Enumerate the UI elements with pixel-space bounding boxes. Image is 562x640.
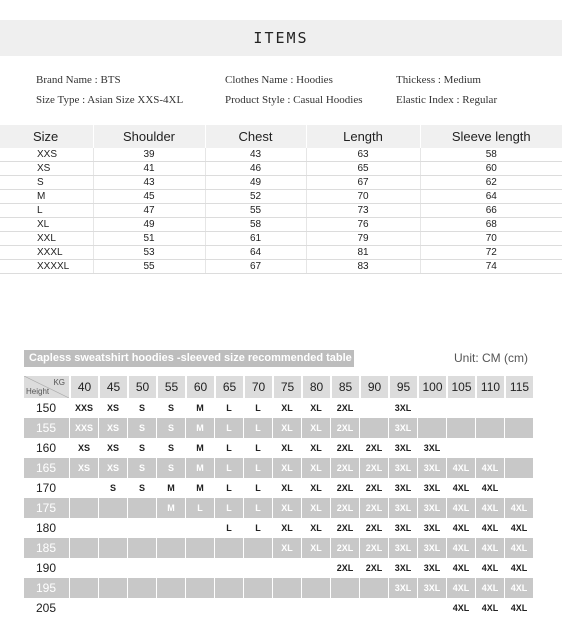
size-table-header xyxy=(0,125,562,148)
recommended-size-cell: 3XL xyxy=(388,438,417,458)
recommended-size-cell xyxy=(69,498,98,518)
height-cell: 205 xyxy=(36,601,57,615)
recommended-size-cell xyxy=(504,438,533,458)
recommended-size-cell xyxy=(156,518,185,538)
recommended-size-cell: M xyxy=(185,438,214,458)
recommended-size-cell: 3XL xyxy=(388,558,417,578)
product-style: Product Style : Casual Hoodies xyxy=(225,94,363,106)
recommended-size-cell: 2XL xyxy=(330,478,359,498)
header-size: Size xyxy=(0,125,93,148)
recommended-size-cell xyxy=(98,538,127,558)
recommended-size-cell xyxy=(330,578,359,598)
recommended-size-cell: XL xyxy=(301,478,330,498)
recommended-size-cell xyxy=(504,398,533,418)
recommended-size-cell: L xyxy=(243,518,272,538)
height-row xyxy=(24,498,533,518)
size-measurement-table xyxy=(0,125,562,274)
weight-header-cell: 75 xyxy=(272,376,301,398)
recommended-size-cell: 4XL xyxy=(475,518,504,538)
recommended-size-cell xyxy=(98,518,127,538)
recommended-size-cell xyxy=(98,578,127,598)
height-row xyxy=(24,538,533,558)
recommended-size-cell: 3XL xyxy=(388,518,417,538)
recommended-size-cell: 2XL xyxy=(330,458,359,478)
recommended-size-cell: L xyxy=(214,518,243,538)
recommended-size-cell xyxy=(69,538,98,558)
recommended-size-cell xyxy=(98,558,127,578)
size-label-cell: XXXL xyxy=(0,246,93,260)
size-label-cell: L xyxy=(0,204,93,218)
unit-label: Unit: CM (cm) xyxy=(454,351,528,365)
recommended-size-cell: 2XL xyxy=(359,498,388,518)
recommended-size-cell xyxy=(127,498,156,518)
recommended-size-cell: S xyxy=(127,418,156,438)
recommended-size-cell xyxy=(127,598,156,618)
recommended-size-cell xyxy=(301,598,330,618)
recommended-size-cell xyxy=(243,538,272,558)
measurement-cell: 46 xyxy=(205,162,306,176)
recommended-size-cell xyxy=(98,598,127,618)
measurement-cell: 53 xyxy=(93,246,205,260)
recommended-size-cell xyxy=(156,538,185,558)
recommended-size-cell xyxy=(185,578,214,598)
size-row xyxy=(0,190,562,204)
recommended-size-cell: S xyxy=(156,438,185,458)
recommended-size-cell: 2XL xyxy=(359,458,388,478)
height-cell: 170 xyxy=(36,481,57,495)
recommended-size-cell: XS xyxy=(98,438,127,458)
measurement-cell: 70 xyxy=(420,232,562,246)
recommended-size-cell xyxy=(272,558,301,578)
recommended-size-cell xyxy=(330,598,359,618)
recommended-size-cell xyxy=(359,398,388,418)
measurement-cell: 61 xyxy=(205,232,306,246)
height-row xyxy=(24,398,533,418)
measurement-cell: 83 xyxy=(306,260,420,274)
recommended-size-cell: 3XL xyxy=(388,398,417,418)
weight-header-cell: 80 xyxy=(301,376,330,398)
recommended-size-cell: L xyxy=(214,498,243,518)
recommended-size-cell: S xyxy=(127,458,156,478)
measurement-cell: 58 xyxy=(205,218,306,232)
recommended-size-cell: XL xyxy=(301,438,330,458)
recommended-size-cell: 2XL xyxy=(330,558,359,578)
height-row xyxy=(24,578,533,598)
recommended-size-cell xyxy=(69,598,98,618)
recommended-size-cell: XS xyxy=(98,458,127,478)
header-chest: Chest xyxy=(205,125,306,148)
size-label-cell: XS xyxy=(0,162,93,176)
recommended-size-cell: 2XL xyxy=(330,498,359,518)
recommended-size-cell: L xyxy=(243,478,272,498)
recommended-size-cell xyxy=(504,478,533,498)
recommended-size-cell xyxy=(214,558,243,578)
measurement-cell: 49 xyxy=(93,218,205,232)
recommended-size-cell xyxy=(475,438,504,458)
weight-header-cell: 110 xyxy=(475,376,504,398)
size-label-cell: XXS xyxy=(0,148,93,162)
recommended-size-cell: XXS xyxy=(69,418,98,438)
weight-header-cell: 70 xyxy=(243,376,272,398)
recommended-size-cell: XL xyxy=(272,498,301,518)
recommended-size-cell: XL xyxy=(301,538,330,558)
recommended-size-cell: M xyxy=(156,498,185,518)
recommended-size-cell: L xyxy=(243,418,272,438)
recommended-size-cell xyxy=(243,558,272,578)
recommended-size-cell xyxy=(127,558,156,578)
size-row xyxy=(0,148,562,162)
measurement-cell: 47 xyxy=(93,204,205,218)
recommended-size-cell: 2XL xyxy=(330,538,359,558)
recommended-size-cell: 4XL xyxy=(446,478,475,498)
measurement-cell: 62 xyxy=(420,176,562,190)
height-cell: 155 xyxy=(24,418,69,438)
measurement-cell: 52 xyxy=(205,190,306,204)
recommended-size-cell: L xyxy=(243,498,272,518)
size-row xyxy=(0,176,562,190)
recommend-title: Capless sweatshirt hoodies -sleeved size recommended table xyxy=(24,350,354,367)
recommended-size-cell xyxy=(446,398,475,418)
recommended-size-cell: 3XL xyxy=(388,418,417,438)
recommended-size-cell: L xyxy=(214,438,243,458)
thickness: Thickess : Medium xyxy=(396,74,481,86)
recommended-size-cell xyxy=(98,498,127,518)
recommended-size-cell xyxy=(185,538,214,558)
recommended-size-cell: 3XL xyxy=(417,518,446,538)
recommended-size-cell xyxy=(156,578,185,598)
size-row xyxy=(0,218,562,232)
recommended-size-cell: S xyxy=(127,438,156,458)
measurement-cell: 43 xyxy=(205,148,306,162)
recommended-size-cell: 4XL xyxy=(446,578,475,598)
recommended-size-cell xyxy=(388,598,417,618)
measurement-cell: 51 xyxy=(93,232,205,246)
recommended-size-cell: XL xyxy=(272,518,301,538)
recommended-size-cell xyxy=(446,418,475,438)
recommended-size-cell: 3XL xyxy=(388,458,417,478)
size-type: Size Type : Asian Size XXS-4XL xyxy=(36,94,184,106)
recommended-size-cell: 4XL xyxy=(475,538,504,558)
recommended-size-cell: XL xyxy=(301,518,330,538)
height-cell: 165 xyxy=(24,458,69,478)
recommended-size-cell: 4XL xyxy=(475,558,504,578)
recommended-size-cell xyxy=(127,578,156,598)
recommended-size-cell xyxy=(185,518,214,538)
recommended-size-cell: 3XL xyxy=(417,558,446,578)
recommended-size-cell: 4XL xyxy=(446,598,475,618)
recommended-size-cell: XL xyxy=(301,498,330,518)
recommended-size-cell: XS xyxy=(98,398,127,418)
recommended-size-cell xyxy=(127,538,156,558)
height-cell: 180 xyxy=(36,521,57,535)
recommended-size-cell: XXS xyxy=(69,398,98,418)
height-cell: 150 xyxy=(36,401,57,415)
size-label-cell: XL xyxy=(0,218,93,232)
recommended-size-cell: M xyxy=(156,478,185,498)
brand-name: Brand Name : BTS xyxy=(36,74,121,86)
recommended-size-cell xyxy=(185,558,214,578)
recommended-size-cell: 4XL xyxy=(504,598,533,618)
height-cell: 190 xyxy=(36,561,57,575)
weight-header-cell: 95 xyxy=(388,376,417,398)
recommended-size-cell: L xyxy=(185,498,214,518)
recommended-size-cell xyxy=(214,598,243,618)
height-row xyxy=(24,558,533,578)
height-cell: 195 xyxy=(24,578,69,598)
measurement-cell: 67 xyxy=(306,176,420,190)
recommended-size-cell: XS xyxy=(69,458,98,478)
size-label-cell: S xyxy=(0,176,93,190)
recommended-size-cell xyxy=(359,578,388,598)
measurement-cell: 81 xyxy=(306,246,420,260)
weight-header-cell: 115 xyxy=(504,376,533,398)
recommended-size-cell xyxy=(243,578,272,598)
recommended-size-cell: L xyxy=(243,438,272,458)
measurement-cell: 79 xyxy=(306,232,420,246)
measurement-cell: 67 xyxy=(205,260,306,274)
clothes-name: Clothes Name : Hoodies xyxy=(225,74,333,86)
measurement-cell: 64 xyxy=(205,246,306,260)
recommended-size-cell xyxy=(417,598,446,618)
recommended-size-cell xyxy=(504,418,533,438)
recommended-size-cell xyxy=(214,578,243,598)
recommended-size-cell: XL xyxy=(272,438,301,458)
weight-header-cell: 105 xyxy=(446,376,475,398)
recommended-size-cell xyxy=(127,518,156,538)
recommended-size-cell: L xyxy=(214,458,243,478)
measurement-cell: 76 xyxy=(306,218,420,232)
recommended-size-cell xyxy=(69,558,98,578)
recommended-size-cell: 3XL xyxy=(417,538,446,558)
size-row xyxy=(0,204,562,218)
recommended-size-cell: XL xyxy=(272,398,301,418)
recommended-size-cell xyxy=(446,438,475,458)
recommended-size-cell: 4XL xyxy=(446,538,475,558)
size-label-cell: M xyxy=(0,190,93,204)
recommended-size-cell: 4XL xyxy=(475,478,504,498)
items-banner xyxy=(0,20,562,56)
height-row xyxy=(24,478,533,498)
recommended-size-cell: XS xyxy=(69,438,98,458)
recommended-size-cell: S xyxy=(156,418,185,438)
weight-header-cell: 45 xyxy=(98,376,127,398)
recommended-size-cell xyxy=(301,558,330,578)
recommended-size-cell: M xyxy=(185,478,214,498)
measurement-cell: 70 xyxy=(306,190,420,204)
recommended-size-cell: L xyxy=(243,398,272,418)
size-label-cell: XXXXL xyxy=(0,260,93,274)
recommended-size-cell: 4XL xyxy=(446,518,475,538)
measurement-cell: 58 xyxy=(420,148,562,162)
corner-cell xyxy=(24,376,69,398)
recommended-size-cell xyxy=(185,598,214,618)
recommended-size-cell: S xyxy=(127,478,156,498)
recommended-size-cell: 4XL xyxy=(475,598,504,618)
height-cell: 160 xyxy=(36,441,57,455)
recommended-size-cell: XL xyxy=(301,418,330,438)
recommended-size-cell: 4XL xyxy=(475,498,504,518)
size-label-cell: XXL xyxy=(0,232,93,246)
height-cell: 175 xyxy=(24,498,69,518)
recommended-size-cell xyxy=(301,578,330,598)
recommended-size-cell: L xyxy=(214,398,243,418)
measurement-cell: 39 xyxy=(93,148,205,162)
weight-header-cell: 65 xyxy=(214,376,243,398)
measurement-cell: 41 xyxy=(93,162,205,176)
recommended-size-cell xyxy=(69,518,98,538)
recommended-size-cell: 4XL xyxy=(504,498,533,518)
recommended-size-cell: 3XL xyxy=(417,438,446,458)
size-row xyxy=(0,246,562,260)
measurement-cell: 60 xyxy=(420,162,562,176)
measurement-cell: 45 xyxy=(93,190,205,204)
recommended-size-cell: XS xyxy=(98,418,127,438)
measurement-cell: 55 xyxy=(205,204,306,218)
recommended-size-cell: 3XL xyxy=(417,578,446,598)
recommended-size-cell: M xyxy=(185,458,214,478)
recommended-size-cell xyxy=(272,578,301,598)
measurement-cell: 73 xyxy=(306,204,420,218)
recommended-size-cell: L xyxy=(214,418,243,438)
recommended-size-cell: XL xyxy=(301,398,330,418)
height-row xyxy=(24,598,533,618)
weight-header-cell: 50 xyxy=(127,376,156,398)
recommended-size-cell xyxy=(69,478,98,498)
recommended-size-cell xyxy=(69,578,98,598)
header-shoulder: Shoulder xyxy=(93,125,205,148)
recommended-size-cell: 4XL xyxy=(504,538,533,558)
recommended-size-cell: 3XL xyxy=(388,498,417,518)
recommended-size-cell: 4XL xyxy=(446,558,475,578)
recommended-size-cell: 2XL xyxy=(359,518,388,538)
items-title: ITEMS xyxy=(253,29,309,47)
size-row xyxy=(0,260,562,274)
recommended-size-cell: 2XL xyxy=(330,518,359,538)
recommended-size-cell: 4XL xyxy=(504,558,533,578)
recommended-size-cell: 3XL xyxy=(388,478,417,498)
recommended-size-cell: 4XL xyxy=(475,578,504,598)
height-row xyxy=(24,438,533,458)
elastic-index: Elastic Index : Regular xyxy=(396,94,498,106)
recommended-size-cell xyxy=(475,418,504,438)
recommended-size-cell: 4XL xyxy=(446,498,475,518)
size-row xyxy=(0,232,562,246)
weight-header-cell: 90 xyxy=(359,376,388,398)
recommended-size-cell: 2XL xyxy=(330,398,359,418)
recommended-size-cell xyxy=(359,598,388,618)
recommended-size-cell: 4XL xyxy=(504,518,533,538)
height-row xyxy=(24,418,533,438)
recommended-size-cell: XL xyxy=(272,418,301,438)
weight-header-cell: 60 xyxy=(185,376,214,398)
recommended-size-cell: 3XL xyxy=(417,478,446,498)
recommended-size-cell: 4XL xyxy=(446,458,475,478)
recommended-size-cell: 3XL xyxy=(388,538,417,558)
recommended-size-cell: 2XL xyxy=(359,438,388,458)
recommended-size-cell: XL xyxy=(272,478,301,498)
recommended-size-cell: 2XL xyxy=(330,438,359,458)
recommended-size-cell: S xyxy=(127,398,156,418)
recommended-size-cell: 2XL xyxy=(359,478,388,498)
measurement-cell: 43 xyxy=(93,176,205,190)
recommended-size-cell: 2XL xyxy=(359,538,388,558)
recommended-size-cell: 4XL xyxy=(475,458,504,478)
weight-header-row xyxy=(24,376,533,398)
measurement-cell: 66 xyxy=(420,204,562,218)
recommend-header xyxy=(24,349,538,369)
measurement-cell: 63 xyxy=(306,148,420,162)
recommended-size-cell xyxy=(272,598,301,618)
measurement-cell: 72 xyxy=(420,246,562,260)
recommended-size-cell: 2XL xyxy=(359,558,388,578)
measurement-cell: 68 xyxy=(420,218,562,232)
height-cell: 185 xyxy=(24,538,69,558)
measurement-cell: 55 xyxy=(93,260,205,274)
recommended-size-cell: 3XL xyxy=(417,458,446,478)
height-row xyxy=(24,458,533,478)
recommended-size-cell: 4XL xyxy=(504,578,533,598)
weight-axis-label: KG xyxy=(53,378,65,387)
recommended-size-cell: M xyxy=(185,398,214,418)
height-row xyxy=(24,518,533,538)
weight-header-cell: 100 xyxy=(417,376,446,398)
recommended-size-cell xyxy=(504,458,533,478)
recommended-size-cell: XL xyxy=(272,458,301,478)
recommended-size-cell: 3XL xyxy=(388,578,417,598)
header-sleeve-length: Sleeve length xyxy=(420,125,562,148)
size-row xyxy=(0,162,562,176)
weight-header-cell: 55 xyxy=(156,376,185,398)
weight-header-cell: 40 xyxy=(69,376,98,398)
recommended-size-cell xyxy=(417,418,446,438)
weight-header-cell: 85 xyxy=(330,376,359,398)
recommended-size-cell: S xyxy=(156,458,185,478)
size-recommendation-table xyxy=(24,376,533,618)
measurement-cell: 64 xyxy=(420,190,562,204)
recommended-size-cell: 3XL xyxy=(417,498,446,518)
recommended-size-cell: L xyxy=(243,458,272,478)
recommended-size-cell: XL xyxy=(272,538,301,558)
recommended-size-cell xyxy=(243,598,272,618)
recommended-size-cell xyxy=(214,538,243,558)
measurement-cell: 65 xyxy=(306,162,420,176)
recommended-size-cell xyxy=(156,598,185,618)
recommended-size-cell xyxy=(475,398,504,418)
recommended-size-cell xyxy=(417,398,446,418)
height-axis-label: Height xyxy=(26,387,50,396)
recommended-size-cell: 2XL xyxy=(330,418,359,438)
recommended-size-cell: S xyxy=(98,478,127,498)
recommended-size-cell xyxy=(359,418,388,438)
recommended-size-cell: XL xyxy=(301,458,330,478)
measurement-cell: 49 xyxy=(205,176,306,190)
recommended-size-cell: M xyxy=(185,418,214,438)
header-length: Length xyxy=(306,125,420,148)
recommended-size-cell xyxy=(156,558,185,578)
recommended-size-cell: S xyxy=(156,398,185,418)
measurement-cell: 74 xyxy=(420,260,562,274)
recommended-size-cell: L xyxy=(214,478,243,498)
